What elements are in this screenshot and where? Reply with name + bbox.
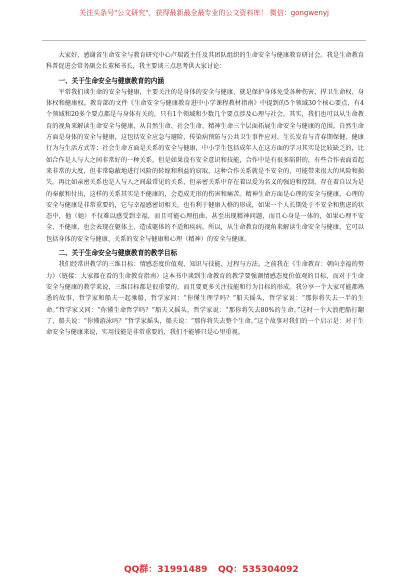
header-promo-text: 关注头条号"公文研究"，获得最新最全最专业的公文资料库！ 微信：gongwenyj bbox=[79, 9, 329, 17]
header-banner bbox=[0, 0, 408, 42]
document-body bbox=[46, 50, 364, 338]
footer-qq-number: QQ：535304092 bbox=[218, 565, 299, 575]
footer-contact bbox=[0, 562, 408, 576]
section1-heading: 一、关于生命安全与健康教育的内涵 bbox=[58, 76, 164, 85]
footer-qq-group: QQ群：31991489 bbox=[124, 565, 208, 575]
section1-paragraph: 平常我们谈生命的安全与健康，主要关注的是身体的安全与健康，就是保护身体免受各种伤害，捍卫生命权、身体权和健康权。教育部的文件《生命安全与健康教育进中小学课程教材指南》中提到的5个领域30个核心要点，有4个领域和20多个要点都是与身体有关的，只有1个领域和少数几个要点涉及心理与社会。其实，我们也可以从生命教育的视角来解读生命安全与健康，从自然生命、社会生命、精神生命三个层面拓展生命安全与健康的范围。自然生命方面是身体的安全与健康，这包括安全应急与避险、传染病预防与公共卫生事件应对、生长发育与青春期保健、健康行为与生活方式等；社会生命方面是关系的安全与健康，中小学生包括成年人在这方面的学习其实是比较缺乏的，比如合作是人与人之间非常好的一种关系，但是如果没有安全意识和技能，合作中是有很多陷阱的，有些合作表面看起来非常的大度，但非常隐蔽地进行风险的转嫁和利益的窃取，这种合作关系就是不安全的，可能带来很大的风险和损失。再比如亲密关系也是人与人之间最常见的关系，但亲密关系中存在着以爱为名义的强迫和控制，存在着自以为是的奉献和付出，这样的关系其实是不健康的，会造成无形的伤害和痛苦。精神生命方面是心理的安全与健康，心理的安全与健康是非常重要的，它与幸福感密切相关，也有利于健康人格的形成，如果一个人长期处于不安全和焦虑的状态中，他（她）不仅难以感受到幸福，而且可能心理扭曲，甚至出现精神问题，而且心身是一体的，如果心理不安全、不健康，也会表现在躯体上，造成躯体的不适和疾病。所以，从生命教育的视角来解读生命安全与健康，它可以包括身体的安全与健康、关系的安全与健康和心理（精神）的安全与健康。 bbox=[46, 88, 364, 243]
section2-paragraph: 我们经常讲教学的三维目标：情感态度价值观、知识与技能、过程与方法。之前我在《生命教育：朝向幸福的努力》（链接：大家都在看的生命教育指南）这本书中谈到生命教育的教学要强调情感态度价值观的目标，而对于生命安全与健康的教学来说，三维目标都是很重要的，而且要更多关注技能和行为目标的形成。我分享一个大家可能都熟悉的故事，哲学家和船夫一起乘船，哲学家问：“你懂生理学吗？”船夫摇头，哲学家说：“那你将失去一半的生命。”哲学家又问：“你懂生命哲学吗？”船夫又摇头，哲学家说：“那你将失去80%的生命。”这时一个大浪把船打翻了，船夫说：“你懂游泳吗？”哲学家摇头，船夫说：“那你将失去整个生命。”这个故事对我们的一个启示是：对于生命安全与健康来说，实用技能是非常重要的，我们不能够只是心里重视。 bbox=[46, 261, 364, 337]
header-divider bbox=[42, 40, 366, 41]
intro-paragraph: 大家好，感谢省生命安全与教育研究中心卢瑞霞主任及其团队组织的生命安全与健康教育研讨会。我是生命教育科普促进会常务副会长董秘书长，我主要谈三点思考供大家讨论： bbox=[46, 52, 364, 71]
section2-heading: 二、关于生命安全与健康教育的教学目标 bbox=[58, 249, 178, 258]
